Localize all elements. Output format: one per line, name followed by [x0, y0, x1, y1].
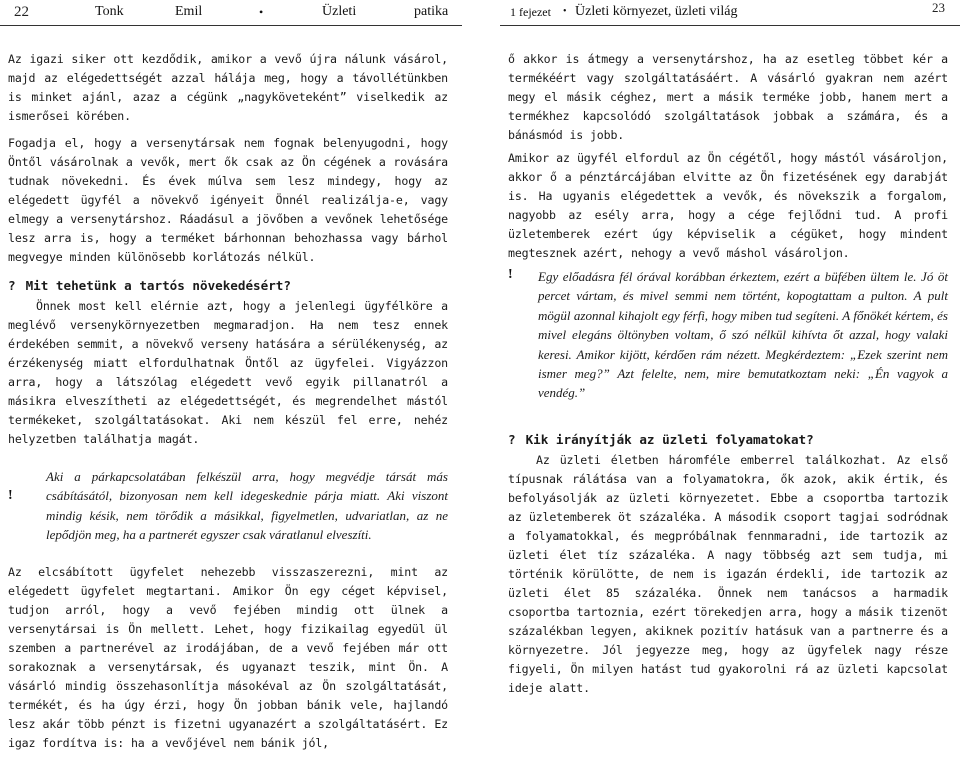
header-chapter-title: Üzleti környezet, üzleti világ [575, 4, 738, 19]
header-author-first: Tonk [95, 4, 124, 19]
section-heading [8, 275, 448, 297]
paragraph: Az igazi siker ott kezdődik, amikor a vevő újra nálunk vásárol, majd az elégedettségét azzal hálája meg, hogy a távollétünkben is minket ajánl, azaz a cégünk „nagyköveteként” viselkedik az ismerősei körében. [8, 52, 448, 123]
exclamation-icon: ! [508, 267, 513, 282]
section-title: Mit tehetünk a tartós növekedésért? [25, 278, 291, 293]
running-header-right [500, 0, 960, 26]
header-bullet-right: • [563, 6, 567, 17]
question-mark-icon: ? [8, 278, 16, 293]
left-column [8, 50, 448, 757]
section-title: Kik irányítják az üzleti folyamatokat? [525, 431, 814, 447]
callout-text: Aki a párkapcsolatában felkészül arra, hogy megvédje társát más csábításától, bizonyosan nem kell idegeskednie párja miatt. Aki viszont mindig késik, nem törődik a másikkal, figyelmetlen, udvariatlan, az ne lepődjön meg, ha a partnerét egyszer csak váratlanul elveszíti. [46, 469, 448, 543]
exclamation-icon: ! [8, 488, 13, 503]
callout-text: Egy előadásra fél órával korábban érkeztem, ezért a büfében ültem le. Jó öt percet vártam, és mivel semmi nem történt, kopogtattam a pulton. A pult mögül azonnal kihajolt egy férfi, hogy miben tud segíteni. A főnökét kértem, és mivel elegáns öltönyben voltam, ő szó nélkül kihívta őt azzal, hogy valaki keresi. Amikor kijött, kérdően rám nézett. Megkérdeztem: „Ezek szerint nem ismer meg?” Azt felelte, nem, mire bemutatkoztam neki: „Én vagyok a vendég.” [538, 269, 948, 401]
header-chapter: 1 fejezet [510, 5, 551, 19]
page-number-left: 22 [14, 4, 29, 20]
section-heading [508, 429, 948, 451]
paragraph: Fogadja el, hogy a versenytársak nem fognak belenyugodni, hogy Öntől vásárolnak a vevők, mert ők csak az Ön cégének a rovására tudnak növekedni. És évek múlva sem lesz mindegy, hogy az elégedett ügyfél a növekvő igényeit Önnél realizálja-e, vagy elmegy a versenytárshoz. Ráadásul a jövőben a vevőnek lehetősége lesz arra is, hogy a terméket bárhonnan behozhassa vagy bárhol megvegye minden különösebb korlátozás nélkül. [8, 136, 448, 264]
callout-box [508, 267, 948, 403]
header-book-word-2: patika [414, 4, 449, 19]
paragraph: Amikor az ügyfél elfordul az Ön cégétől, hogy mástól vásároljon, akkor ő a pénztárcájában elvitte az Ön fizetésének egy darabját is. Ha ugyanis elégedettek a vevők, és növekszik a forgalom, nagyobb az esély arra, hogy a cége fejlődni tud. A profi üzletemberek ezért úgy képviselik a cégüket, hogy mindent megtesznek azért, nehogy a vevő máshol vásároljon. [508, 151, 948, 260]
paragraph: ő akkor is átmegy a versenytárshoz, ha az esetleg többet kér a termékéért vagy szolgáltatásáért. A vásárló gyakran nem azért megy el másik céghez, mert a másik terméke jobb, hanem mert a termékhez kapcsolódó szolgáltatások jobbak a számára, és a bánásmód is jobb. [508, 52, 948, 142]
page-number-right: 23 [932, 0, 945, 15]
paragraph: Az elcsábított ügyfelet nehezebb visszaszerezni, mint az elégedett ügyfelet megtartani. Amikor Ön egy céget képvisel, tudjon arról, hogy a vevő fejében mindig ott ülnek a versenytársai is Ön mellett. Lehet, hogy fizikailag egyedül ül szemben a partnerével az irodájában, de a vevő fejében már ott sorakoznak a versenytársak, és ugyanazt teszik, mint Ön. A vásárló mindig összehasonlítja másokéval az Ön szolgáltatását, termékét, és ha úgy érzi, hogy Ön jobban bánik vele, hajlandó lesz akár több pénzt is fizetni ugyanazért a szolgáltatásért. Ez igaz fordítva is: ha a vevőjével nem bánik jól, [8, 564, 448, 750]
question-mark-icon: ? [508, 431, 516, 447]
callout-box [8, 467, 448, 545]
paragraph: Az üzleti életben háromféle emberrel találkozhat. Az első típusnak rálátása van a folyamatokra, ők azok, akik értik, és befolyásolják az üzleti környezetet. Ebbe a csoportba tartozik az üzletemberek öt százaléka. A második csoport tagjai sodródnak a folyamatokkal, és megpróbálnak fennmaradni, ide tartozik az üzleti élet tíz százaléka. A nagy többség azt sem tudja, mi történik körülötte, de nem is igazán érdekli, ide tartozik az üzleti élet 85 százaléka. Önnek nem tanácsos a harmadik csoportba tartoznia, ezért törekedjen arra, hogy a másik tizenöt százalékban legyen, akiknek pozitív hatásuk van a partnerre és a környezetre. Jól jegyezze meg, hogy az ügyfelek nagy része figyeli, Ön milyen hatást tud gyakorolni rá az üzleti kapcsolat ideje alatt. [508, 452, 948, 695]
header-rule-left [0, 25, 462, 26]
header-book-word-1: Üzleti [322, 4, 357, 19]
right-column [508, 50, 948, 702]
header-bullet: • [259, 5, 264, 19]
paragraph: Önnek most kell elérnie azt, hogy a jelenlegi ügyfélköre a meglévő versenykörnyezetben megmaradjon. Ha nem tesz ennek érdekében semmit, a növekvő verseny hatására a sérülékenység, az érzékenység miatt elfordulhatnak Öntől az ügyfelei. Vigyázzon arra, hogy a látszólag elégedett vevő egyik pillanatról a másikra elveszítheti az elégedettségét, és megrendelhet mástól termékeket, szolgáltatásokat. Aki nem készül fel erre, nehéz helyzetben találhatja magát. [8, 299, 448, 446]
header-rule-right [500, 25, 960, 26]
running-header-left [0, 0, 462, 26]
header-author-last: Emil [175, 4, 203, 19]
